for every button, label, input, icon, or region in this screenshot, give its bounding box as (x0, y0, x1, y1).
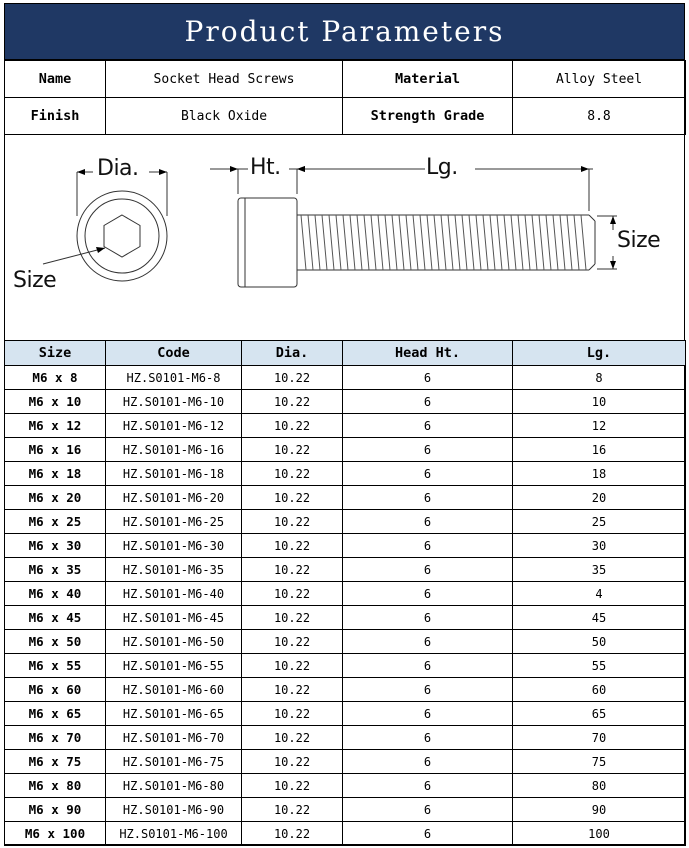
cell-code: HZ.S0101-M6-12 (106, 414, 242, 438)
material-value: Alloy Steel (513, 61, 686, 98)
cell-dia: 10.22 (242, 390, 343, 414)
header-head-ht: Head Ht. (343, 341, 513, 366)
table-row (5, 486, 686, 510)
cell-size: M6 x 75 (5, 750, 106, 774)
spec-table (4, 340, 686, 846)
cell-lg: 10 (513, 390, 686, 414)
table-row (5, 798, 686, 822)
table-row (5, 390, 686, 414)
cell-lg: 20 (513, 486, 686, 510)
cell-lg: 55 (513, 654, 686, 678)
cell-code: HZ.S0101-M6-40 (106, 582, 242, 606)
cell-code: HZ.S0101-M6-90 (106, 798, 242, 822)
cell-code: HZ.S0101-M6-10 (106, 390, 242, 414)
table-row (5, 558, 686, 582)
table-row (5, 726, 686, 750)
cell-size: M6 x 16 (5, 438, 106, 462)
cell-lg: 16 (513, 438, 686, 462)
cell-dia: 10.22 (242, 558, 343, 582)
cell-size: M6 x 70 (5, 726, 106, 750)
cell-lg: 8 (513, 366, 686, 390)
cell-size: M6 x 25 (5, 510, 106, 534)
cell-size: M6 x 12 (5, 414, 106, 438)
cell-head-ht: 6 (343, 726, 513, 750)
spec-body (5, 366, 686, 846)
cell-dia: 10.22 (242, 582, 343, 606)
cell-lg: 70 (513, 726, 686, 750)
cell-code: HZ.S0101-M6-18 (106, 462, 242, 486)
cell-head-ht: 6 (343, 606, 513, 630)
cell-dia: 10.22 (242, 630, 343, 654)
cell-lg: 90 (513, 798, 686, 822)
cell-size: M6 x 55 (5, 654, 106, 678)
cell-size: M6 x 30 (5, 534, 106, 558)
cell-size: M6 x 65 (5, 702, 106, 726)
grade-value: 8.8 (513, 98, 686, 135)
table-row (5, 702, 686, 726)
cell-dia: 10.22 (242, 822, 343, 846)
table-row (5, 678, 686, 702)
cell-dia: 10.22 (242, 438, 343, 462)
cell-lg: 18 (513, 462, 686, 486)
cell-size: M6 x 50 (5, 630, 106, 654)
header-lg: Lg. (513, 341, 686, 366)
cell-dia: 10.22 (242, 606, 343, 630)
ht-label: Ht. (250, 155, 281, 180)
cell-size: M6 x 18 (5, 462, 106, 486)
cell-lg: 35 (513, 558, 686, 582)
cell-head-ht: 6 (343, 654, 513, 678)
dia-label: Dia. (97, 156, 139, 181)
table-row (5, 534, 686, 558)
cell-dia: 10.22 (242, 750, 343, 774)
cell-size: M6 x 80 (5, 774, 106, 798)
table-row (5, 414, 686, 438)
cell-lg: 4 (513, 582, 686, 606)
cell-size: M6 x 45 (5, 606, 106, 630)
header-code: Code (106, 341, 242, 366)
finish-value: Black Oxide (106, 98, 343, 135)
cell-size: M6 x 90 (5, 798, 106, 822)
lg-label: Lg. (426, 155, 458, 180)
table-row (5, 510, 686, 534)
cell-head-ht: 6 (343, 798, 513, 822)
cell-head-ht: 6 (343, 462, 513, 486)
cell-code: HZ.S0101-M6-80 (106, 774, 242, 798)
cell-head-ht: 6 (343, 534, 513, 558)
cell-code: HZ.S0101-M6-100 (106, 822, 242, 846)
cell-head-ht: 6 (343, 390, 513, 414)
cell-lg: 25 (513, 510, 686, 534)
cell-code: HZ.S0101-M6-8 (106, 366, 242, 390)
cell-head-ht: 6 (343, 510, 513, 534)
cell-size: M6 x 40 (5, 582, 106, 606)
cell-code: HZ.S0101-M6-30 (106, 534, 242, 558)
screw-diagram (4, 136, 685, 340)
cell-head-ht: 6 (343, 774, 513, 798)
name-label: Name (5, 61, 106, 98)
cell-code: HZ.S0101-M6-45 (106, 606, 242, 630)
material-label: Material (343, 61, 513, 98)
cell-code: HZ.S0101-M6-35 (106, 558, 242, 582)
cell-lg: 75 (513, 750, 686, 774)
table-row (5, 462, 686, 486)
table-row (5, 822, 686, 846)
cell-head-ht: 6 (343, 486, 513, 510)
cell-size: M6 x 20 (5, 486, 106, 510)
header-size: Size (5, 341, 106, 366)
cell-dia: 10.22 (242, 702, 343, 726)
cell-lg: 12 (513, 414, 686, 438)
cell-lg: 45 (513, 606, 686, 630)
cell-lg: 50 (513, 630, 686, 654)
cell-head-ht: 6 (343, 438, 513, 462)
cell-dia: 10.22 (242, 510, 343, 534)
cell-head-ht: 6 (343, 678, 513, 702)
table-row (5, 438, 686, 462)
info-table (4, 60, 686, 135)
table-row (5, 606, 686, 630)
size-label-left: Size (13, 268, 57, 293)
cell-head-ht: 6 (343, 558, 513, 582)
header-dia: Dia. (242, 341, 343, 366)
finish-label: Finish (5, 98, 106, 135)
cell-dia: 10.22 (242, 678, 343, 702)
table-row (5, 750, 686, 774)
size-label-right: Size (617, 228, 661, 253)
info-row (5, 61, 686, 98)
cell-code: HZ.S0101-M6-25 (106, 510, 242, 534)
cell-size: M6 x 8 (5, 366, 106, 390)
cell-dia: 10.22 (242, 726, 343, 750)
cell-head-ht: 6 (343, 702, 513, 726)
table-row (5, 582, 686, 606)
cell-code: HZ.S0101-M6-65 (106, 702, 242, 726)
name-value: Socket Head Screws (106, 61, 343, 98)
page-title: Product Parameters (4, 3, 685, 60)
cell-code: HZ.S0101-M6-55 (106, 654, 242, 678)
cell-lg: 100 (513, 822, 686, 846)
cell-dia: 10.22 (242, 534, 343, 558)
cell-size: M6 x 100 (5, 822, 106, 846)
cell-code: HZ.S0101-M6-60 (106, 678, 242, 702)
cell-size: M6 x 35 (5, 558, 106, 582)
cell-dia: 10.22 (242, 366, 343, 390)
cell-head-ht: 6 (343, 750, 513, 774)
cell-dia: 10.22 (242, 414, 343, 438)
cell-lg: 30 (513, 534, 686, 558)
grade-label: Strength Grade (343, 98, 513, 135)
cell-code: HZ.S0101-M6-75 (106, 750, 242, 774)
table-row (5, 366, 686, 390)
cell-head-ht: 6 (343, 366, 513, 390)
cell-dia: 10.22 (242, 654, 343, 678)
cell-head-ht: 6 (343, 822, 513, 846)
thread-pattern (301, 215, 586, 270)
info-row (5, 98, 686, 135)
cell-lg: 80 (513, 774, 686, 798)
head-inner-circle (85, 199, 159, 273)
cell-code: HZ.S0101-M6-20 (106, 486, 242, 510)
spec-header-row (5, 341, 686, 366)
table-row (5, 630, 686, 654)
cell-head-ht: 6 (343, 582, 513, 606)
screw-head (238, 198, 297, 287)
cell-dia: 10.22 (242, 798, 343, 822)
cell-dia: 10.22 (242, 462, 343, 486)
cell-code: HZ.S0101-M6-16 (106, 438, 242, 462)
cell-head-ht: 6 (343, 630, 513, 654)
cell-head-ht: 6 (343, 414, 513, 438)
hex-socket-icon (104, 215, 140, 257)
cell-dia: 10.22 (242, 486, 343, 510)
cell-dia: 10.22 (242, 774, 343, 798)
cell-lg: 65 (513, 702, 686, 726)
cell-size: M6 x 60 (5, 678, 106, 702)
cell-size: M6 x 10 (5, 390, 106, 414)
table-row (5, 774, 686, 798)
cell-code: HZ.S0101-M6-70 (106, 726, 242, 750)
cell-lg: 60 (513, 678, 686, 702)
table-row (5, 654, 686, 678)
cell-code: HZ.S0101-M6-50 (106, 630, 242, 654)
head-outer-circle (77, 191, 167, 281)
